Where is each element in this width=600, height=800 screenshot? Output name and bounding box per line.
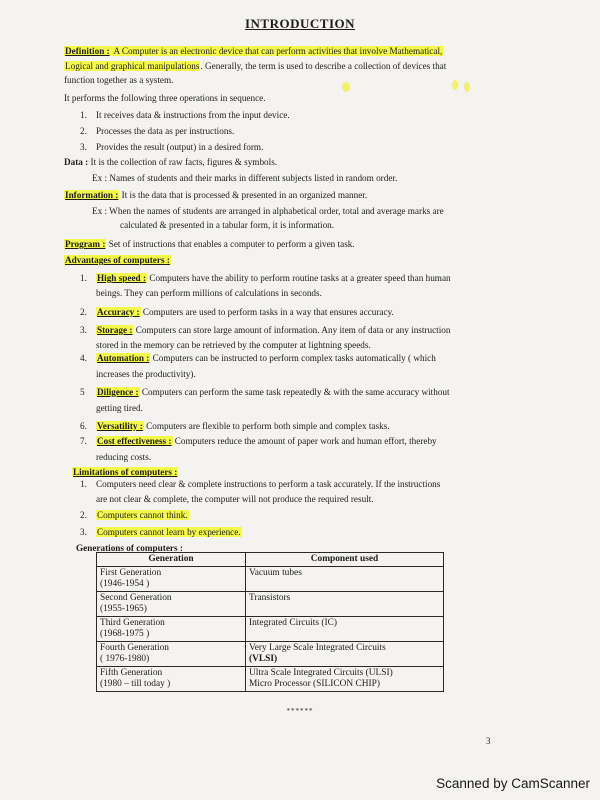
operation-item: 2. Processes the data as per instructions. bbox=[80, 126, 235, 136]
limitations-heading: Limitations of computers : bbox=[73, 467, 178, 477]
advantage-item: 5 Diligence : Computers can perform the same task repeatedly & with the same accuracy without bbox=[80, 387, 450, 397]
operation-item: 1. It receives data & instructions from the input device. bbox=[80, 110, 290, 120]
generation-cell: Second Generation (1955-1965) bbox=[97, 592, 246, 617]
component-cell: Very Large Scale Integrated Circuits (VLSI) bbox=[246, 642, 444, 667]
information-definition: Information : It is the data that is processed & presented in an organized manner. bbox=[65, 190, 368, 200]
data-definition: Data : It is the collection of raw facts, figures & symbols. bbox=[64, 157, 278, 167]
definition-line-2 bbox=[64, 60, 446, 72]
advantage-item: 4. Automation : Computers can be instructed to perform complex tasks automatically ( which bbox=[80, 353, 436, 363]
page-title: INTRODUCTION bbox=[244, 16, 355, 31]
advantages-heading: Advantages of computers : bbox=[65, 255, 170, 265]
data-example: Ex : Names of students and their marks in different subjects listed in random order. bbox=[92, 173, 398, 183]
end-marker: ****** bbox=[286, 707, 314, 715]
limitation-item-cont: are not clear & complete, the computer will not produce the required result. bbox=[96, 494, 374, 504]
definition-term: Definition : bbox=[65, 46, 110, 56]
advantage-term: Automation : bbox=[97, 353, 150, 363]
table-row bbox=[97, 592, 444, 617]
advantage-item-cont: getting tired. bbox=[96, 403, 143, 413]
generations-table bbox=[96, 552, 444, 692]
definition-line-3: function together as a system. bbox=[64, 75, 174, 85]
information-example-1: Ex : When the names of students are arranged in alphabetical order, total and average marks are bbox=[92, 206, 444, 216]
advantage-item: 7. Cost effectiveness : Computers reduce the amount of paper work and human effort, thereby bbox=[80, 436, 437, 446]
information-example-2: calculated & presented in a tabular form, it is information. bbox=[120, 220, 335, 230]
generation-cell: Fifth Generation (1980 – till today ) bbox=[97, 667, 246, 692]
definition-highlight-2: Logical and graphical manipulations bbox=[65, 61, 200, 71]
advantage-term: Accuracy : bbox=[97, 307, 140, 317]
definition-text-2: . Generally, the term is used to describe a collection of devices that bbox=[200, 61, 447, 71]
operations-intro: It performs the following three operations in sequence. bbox=[64, 93, 266, 103]
advantage-item-cont: increases the productivity). bbox=[96, 369, 196, 379]
program-definition: Program : Set of instructions that enables a computer to perform a given task. bbox=[65, 239, 355, 249]
advantage-term: High speed : bbox=[97, 273, 147, 283]
advantage-term: Diligence : bbox=[97, 387, 139, 397]
highlighter-mark bbox=[452, 80, 458, 90]
component-cell: Integrated Circuits (IC) bbox=[246, 617, 444, 642]
limitation-item: 3. Computers cannot learn by experience. bbox=[80, 527, 241, 537]
scanner-watermark: Scanned by CamScanner bbox=[436, 776, 590, 791]
table-row bbox=[97, 567, 444, 592]
table-row bbox=[97, 617, 444, 642]
advantage-term: Versatility : bbox=[97, 421, 143, 431]
limitation-item: 1. Computers need clear & complete instructions to perform a task accurately. If the instructions bbox=[80, 479, 441, 489]
generations-heading: Generations of computers : bbox=[76, 543, 183, 553]
column-header: Component used bbox=[246, 553, 444, 567]
advantage-item: 1. High speed : Computers have the ability to perform routine tasks at a greater speed than human bbox=[80, 273, 451, 283]
advantage-item: 2. Accuracy : Computers are used to perform tasks in a way that ensures accuracy. bbox=[80, 307, 394, 317]
generation-cell: Fourth Generation ( 1976-1980) bbox=[97, 642, 246, 667]
advantage-item: 6. Versatility : Computers are flexible to perform both simple and complex tasks. bbox=[80, 421, 390, 431]
definition-line-1 bbox=[64, 45, 443, 57]
generation-cell: First Generation (1946-1954 ) bbox=[97, 567, 246, 592]
generation-cell: Third Generation (1968-1975 ) bbox=[97, 617, 246, 642]
advantage-item-cont: stored in the memory can be retrieved by the computer at lightning speeds. bbox=[96, 340, 371, 350]
definition-highlight-1: A Computer is an electronic device that can perform activities that involve Mathematical, bbox=[111, 46, 443, 56]
advantage-item: 3. Storage : Computers can store large amount of information. Any item of data or any instruction bbox=[80, 325, 451, 335]
page-number: 3 bbox=[486, 736, 491, 746]
information-term: Information : bbox=[65, 190, 119, 200]
program-term: Program : bbox=[65, 239, 106, 249]
component-cell: Transistors bbox=[246, 592, 444, 617]
advantage-term: Cost effectiveness : bbox=[97, 436, 172, 446]
advantage-item-cont: reducing costs. bbox=[96, 452, 152, 462]
column-header: Generation bbox=[97, 553, 246, 567]
component-cell: Ultra Scale Integrated Circuits (ULSI) Micro Processor (SILICON CHIP) bbox=[246, 667, 444, 692]
data-term: Data : bbox=[64, 157, 89, 167]
highlighter-mark bbox=[464, 82, 470, 92]
table-row bbox=[97, 642, 444, 667]
operation-item: 3. Provides the result (output) in a desired form. bbox=[80, 142, 264, 152]
advantage-item-cont: beings. They can perform millions of calculations in seconds. bbox=[96, 288, 322, 298]
limitation-item: 2. Computers cannot think. bbox=[80, 510, 188, 520]
component-cell: Vacuum tubes bbox=[246, 567, 444, 592]
highlighter-mark bbox=[342, 82, 350, 92]
table-header-row bbox=[97, 553, 444, 567]
advantage-term: Storage : bbox=[97, 325, 133, 335]
table-row bbox=[97, 667, 444, 692]
